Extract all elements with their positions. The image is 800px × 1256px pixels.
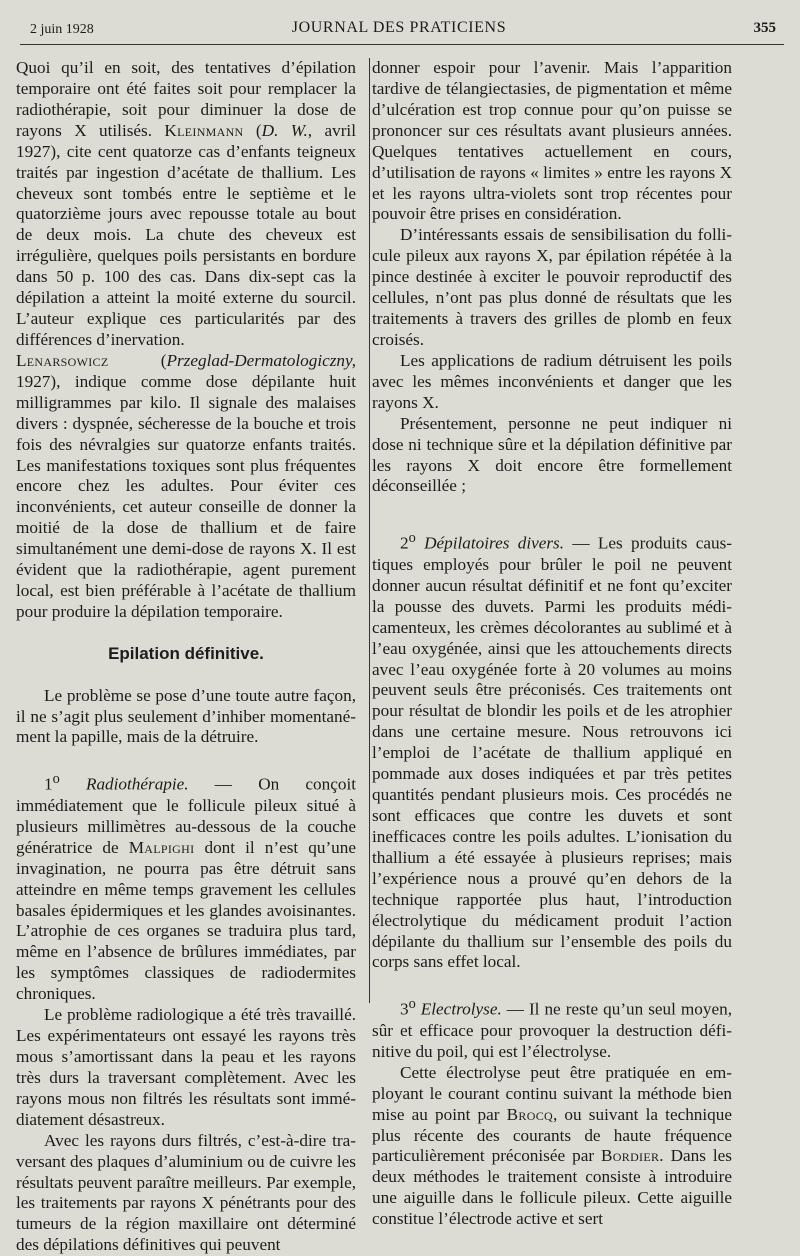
author-name: Bordier (601, 1146, 660, 1166)
journal-reference: D. W. (261, 120, 308, 140)
paragraph: Présentement, personne ne peut indiquer ni dose ni technique sûre et la dépilation définitive par les rayons X doit encore être formellement déconseillée ; (372, 413, 732, 496)
paragraph: Quoi qu’il en soit, des tentatives d’épilation temporaire ont été faites soit pour remplacer la radiothérapie, soit pour diminuer la dose de rayons X utilisés. Kleinmann (D. W., avril 1927), cite cent quatorze cas d’enfants teigneux traités par ingestion d’acétate de thallium. Les cheveux sont tombés entre le septième et le quatorzième jours avec repousse totale au bout de deux mois. La chute des cheveux est irrégulière, quelques poils persistants en bordure dans 50 p. 100 des cas. Dans dix-sept cas la dépilation a atteint la moité externe du sourcil. L’auteur explique ces particularités par des différences d’inervation. (16, 58, 356, 349)
paragraph: 1$^o$ Radiothérapie. — On conçoit immédiatement que le follicule pileux situé à plusieurs millimètres au-dessous de la couche génératrice de Malpighi dont il n’est qu’une invagination, ne pourra pas être détruit sans atteindre en même temps gravement les cellules basales épidermiques et les glandes avoisinantes. L’atrophie de ces organes se traduira plus tard, même en l’absence de brûlures immédiates, par les symptômes classiques de radiodermites chroniques. (16, 771, 356, 1004)
paragraph: Le problème radiologique a été très travaillé. Les expérimentateurs ont essayé les rayons très mous s’amortissant dans la peau et les rayons très durs la traversant complètement. Avec les rayons mous non filtrés les résultats sont immédiatement désastreux. (16, 1005, 356, 1129)
journal-reference: Przeglad-Dermatologiczny, (166, 350, 356, 370)
paragraph: Lenarsowicz (Przeglad-Dermatologiczny, 1927), indique comme dose dépilante huit milligrammes par kilo. Il signale des malaises divers : dyspnée, sécheresse de la bouche et trois fois des névralgies sur quatorze enfants traités. Les manifestations toxiques sont plus fréquentes encore chez les adultes. Pour éviter ces inconvénients, cet auteur conseille de donner la moitié de la dose de thallium et de faire simultanément une demi-dose de rayons X. Il est évident que la radiothérapie, agent purement local, est bien préférable à l’acétate de thallium pour produire la dépilation temporaire. (16, 350, 356, 621)
paragraph: Avec les rayons durs filtrés, c’est-à-dire traversant des plaques d’aluminium ou de cuivre les résultats peuvent paraître meilleurs. Par exemple, les traitements par rayons X pénétrants pour des tumeurs de la région maxillaire ont déterminé des dépilations définitives qui peuvent (16, 1130, 356, 1255)
paragraph: Les applications de radium détruisent les poils avec les mêmes inconvénients et danger que les rayons X. (372, 350, 732, 412)
author-name: Malpighi (128, 837, 195, 857)
subsection-heading: Electrolyse. (420, 1000, 502, 1019)
paragraph: Le problème se pose d’une toute autre façon, il ne s’agit plus seulement d’inhiber momentanément la papille, mais de la détruire. (16, 685, 356, 747)
page-header (22, 18, 776, 42)
author-name: Lenarsowicz (16, 350, 109, 370)
paragraph: donner espoir pour l’avenir. Mais l’apparition tardive de télangiectasies, de pigmentation et même d’ulcération est trop connue pour qu’on puisse se prononcer sur ces résultats avant plusieurs années. Quelques tentatives actuellement en cours, d’utilisation de rayons « limites » entre les rayons X et les rayons ultra-violets sont trop récentes pour pouvoir être prises en considération. (372, 58, 732, 224)
left-column (16, 58, 356, 1256)
page-number: 355 (753, 20, 776, 36)
issue-date: 2 juin 1928 (30, 22, 94, 37)
author-name: Brocq (506, 1104, 553, 1124)
author-name: Kleinmann (164, 120, 244, 140)
section-heading: Epilation définitive. (108, 643, 264, 663)
paragraph: D’intéressants essais de sensibilisation du follicule pileux aux rayons X, par épilation répétée à la pince destinée à exciter le pouvoir reproductif des cellules, n’ont pas plus donné de résultats que les traitements à travers des grilles de plomb en feux croisés. (372, 225, 732, 349)
paragraph: 2$^o$ Dépilatoires divers. — Les produits caustiques employés pour brûler le poil ne peuvent donner aucun résultat définitif et ne font qu’exciter la pousse des duvets. Parmi les produits médicamenteux, les crèmes décolorantes au sublimé et à l’eau oxygénée, ainsi que les attouchements directs avec l’eau oxygénée forte à 20 volumes au moins peuvent seuls être préconisés. Ces traitements ont pour résultat de blondir les poils et de les atrophier dans une certaine mesure. Nous retrouvons ici l’emploi de l’acétate de thallium appliqué en pommade aux doses indiquées et par très petites quantités pendant plusieurs mois. Ces procédés ne sont efficaces que contre les duvets et sont inefficaces contre les poils adultes. L’ionisation du thallium a été essayée à plusieurs reprises; mais l’expérience nous a prouvé qu’en dehors de la technique rapportée plus haut, l’introduction électrolytique du médicament produit l’action dépilante du thallium sur l’ensemble des poils du corps sans effet local. (372, 530, 733, 972)
subsection-heading: Dépilatoires divers. (424, 534, 565, 553)
column-divider (369, 58, 370, 1003)
right-column (372, 58, 732, 1230)
header-rule (20, 44, 784, 45)
subsection-heading: Radiothérapie. (85, 775, 189, 795)
paragraph: 3$^o$ Electrolyse. — Il ne reste qu’un seul moyen, sûr et efficace pour provoquer la destruction définitive du poil, qui est l’électrolyse. (372, 996, 733, 1061)
journal-title: JOURNAL DES PRATICIENS (291, 19, 507, 36)
paragraph: Cette électrolyse peut être pratiquée en employant le courant continu suivant la méthode bien mise au point par Brocq, ou suivant la technique plus récente des courants de haute fréquence particulièrement préconisée par Bordier. Dans les deux méthodes le traitement consiste à introduire une aiguille dans le follicule pileux. Cette aiguille constitue l’électrode active et sert (372, 1062, 732, 1229)
